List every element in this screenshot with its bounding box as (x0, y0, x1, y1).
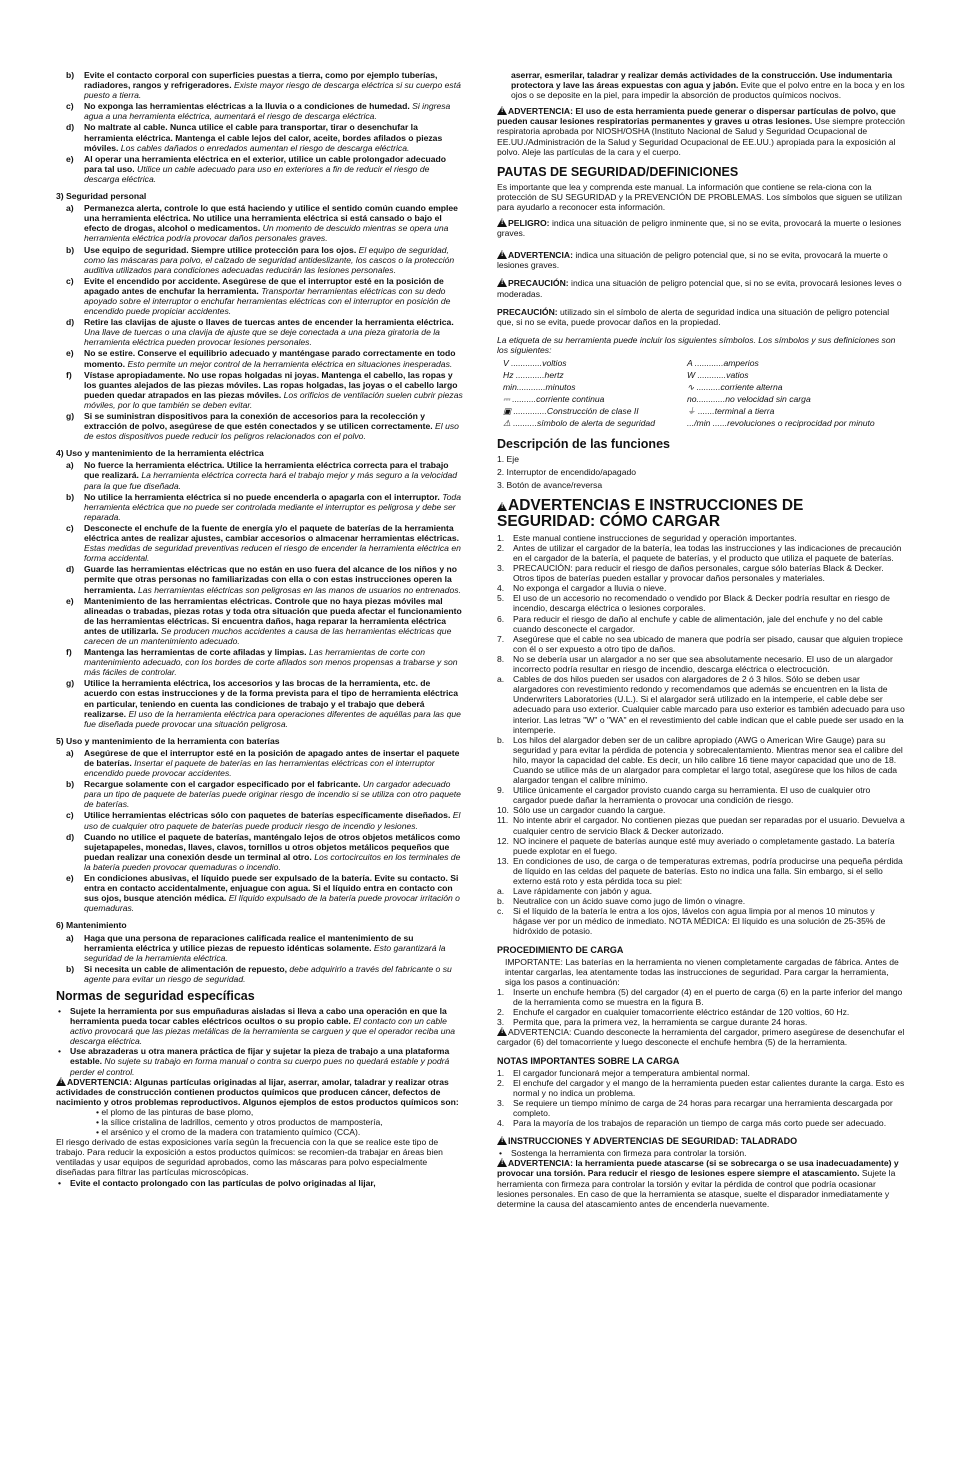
symbol-definition: ⏚ .......terminal a tierra (687, 406, 775, 417)
list-item: c) No exponga las herramientas eléctricas a la lluvia o a condiciones de humedad. Si ingresa agua a una herramienta eléctrica, aumentará el riesgo de descarga eléctrica. (66, 101, 451, 122)
numbered-item: 1. Este manual contiene instrucciones de seguridad y operación importantes. (497, 532, 797, 543)
warning-icon (497, 1136, 508, 1145)
list-item: d) Retire las clavijas de ajuste o llaves de tuercas antes de encender la herramienta eléctrica. Una llave de tuercas o una clavija de ajuste que se deje conectada a una pieza giratoria de la herramienta eléctrica pueden provocar lesiones personales. (66, 317, 454, 348)
numbered-item: 10. Sólo use un cargador cuando la cargue. (497, 805, 666, 816)
numbered-item: 2. Enchufe el cargador en cualquier tomacorriente eléctrico estándar de 120 voltios, 60 Hz. (497, 1007, 850, 1018)
desc-title: Descripción de las funciones (497, 436, 670, 451)
bullet-item: • Use abrazaderas u otra manera práctica de fijar y sujetar la pieza de trabajo a una plataforma estable. No sujete su trabajo en forma manual o contra su cuerpo pues no quedará estable y podrá perder el control. (58, 1046, 450, 1077)
proc-adv: !ADVERTENCIA: Cuando desconecte la herramienta del cargador, primero asegúrese de desenchufar el cargador (6) del tomacorriente y luego desconecte el enchufe hembra (5) de la herramienta. (497, 1027, 905, 1047)
warning-icon (497, 218, 508, 227)
precaucion-def: !PRECAUCIÓN: indica una situación de peligro potencial que, si no se evita, provocará lesiones leves o moderadas. (497, 278, 905, 298)
list-item: b) No utilice la herramienta eléctrica si no puede encenderla o apagarla con el interruptor. Toda herramienta eléctrica que no puede ser controlada mediante el interruptor es peligrosa y debe ser reparada. (66, 491, 461, 522)
chemical-item: • la sílice cristalina de ladrillos, cemento y otros productos de mampostería, (96, 1117, 383, 1127)
numbered-item: 12. NO incinere el paquete de baterías aunque esté muy averiado o completamente gastado. La batería puede explotar en el fuego. (497, 835, 895, 856)
list-item: c) Desconecte el enchufe de la fuente de energía y/o el paquete de baterías de la herramienta eléctrica antes de realizar ajustes, cambiar accesorios o almacenar herramientas eléctricas. Estas medidas de seguridad preventivas reducen el riesgo de encender la herramienta eléctrica en forma accidental. (66, 522, 461, 564)
list-item: d) No maltrate al cable. Nunca utilice el cable para transportar, tirar o desenchufar la herramienta eléctrica. Mantenga el cable lejos del calor, aceite, bordes afilados o piezas móviles. Los cables dañados o enredados aumentan el riesgo de descarga eléctrica. (66, 122, 443, 153)
numbered-item: 7. Asegúrese que el cable no sea ubicado de manera que podría ser pisado, causar que alguien tropiece con él o ser expuesto a otro tipo de daños. (497, 633, 903, 654)
pautas-intro: Es importante que lea y comprenda este manual. La información que contiene se rela-ciona con la protección de SU SEGURIDAD y la PREVENCIÓN DE PROBLEMAS. Los símbolos que siguen se utilizan para ayudarlo a reconocer esta información. (497, 181, 903, 212)
bullet-item: • Sujete la herramienta por sus empuñaduras aisladas si lleva a cabo una operación en que la herramienta pueda tocar cables eléctricos ocultos o su propio cable. El contacto con un cable activo provocará que las piezas metálicas de la herramienta se carguen y que el operador reciba una descarga eléctrica. (58, 1005, 456, 1047)
list-item: a) Permanezca alerta, controle lo que está haciendo y utilice el sentido común cuando emplee una herramienta eléctrica. No utilice una herramienta eléctrica si está cansado o bajo el efecto de drogas, alcohol o medicamentos. Un momento de descuido mientras se opera una herramienta eléctrica podría provocar daños personales graves. (66, 203, 458, 244)
list-item: g) Utilice la herramienta eléctrica, los accesorios y las brocas de la herramienta, etc. de acuerdo con estas instrucciones y de la forma prevista para el tipo de herramienta eléctrica en particular, teniendo en cuenta las condiciones de trabajo y el trabajo que deberá realizarse. El uso de la herramienta eléctrica para operaciones diferentes de aquéllas para las que fue diseñada puede provocar una situación peligrosa. (66, 678, 461, 729)
etiqueta: La etiqueta de su herramienta puede incluir los siguientes símbolos. Los símbolos y sus definiciones son los siguientes: (497, 334, 896, 355)
symbol-definition: V .............voltios (503, 357, 567, 368)
numbered-item: 5. El uso de un accesorio no recomendado o vendido por Black & Decker podría resultar en riesgo de incendio, descarga eléctrica o lesiones corporales. (497, 593, 890, 614)
chemical-item: • el plomo de las pinturas de base plomo, (96, 1106, 254, 1117)
numbered-item: 11. No intente abrir el cargador. No contienen piezas que puedan ser reparadas por el usuario. Devuelva a cualquier centro de servicio Black & Decker autorizado. (497, 815, 905, 836)
list-item: b) Si necesita un cable de alimentación de repuesto, debe adquirirlo a través del fabricante o su agente para evitar un riesgo de seguridad. (66, 963, 452, 984)
continuation: aserrar, esmerilar, taladrar y realizar demás actividades de la construcción. Use indumentaria protectora y lave las áreas expuestas con agua y jabón. Evite que el polvo entre en la boca y en los ojos o se deposite en la piel, para impedir la absorción de productos químicos nocivos. (511, 70, 905, 101)
list-item: b) Evite el contacto corporal con superficies puestas a tierra, como por ejemplo tuberías, radiadores, rangos y refrigeradores. Existe mayor riesgo de descarga eléctrica si su cuerpo está puesto a tierra. (66, 70, 461, 101)
warning-icon (497, 250, 508, 259)
list-item: e) En condiciones abusivas, el líquido puede ser expulsado de la batería. Evite su contacto. Si entra en contacto accidentalmente, enjuague con agua. Si el líquido entra en contacto con sus ojos, busque atención médica. El líquido expulsado de la batería puede provocar irritación o quemaduras. (66, 873, 460, 914)
numbered-item: 1. El cargador funcionará mejor a temperatura ambiental normal. (497, 1067, 750, 1078)
warning-icon (497, 278, 508, 287)
numbered-item: 2. Antes de utilizar el cargador de la batería, lea todas las instrucciones y las indicaciones de precaución en el cargador de la batería, el paquete de baterías, y el producto que utiliza el paquete de baterías. (497, 542, 902, 563)
adv-polvo: !ADVERTENCIA: Algunas partículas originadas al lijar, aserrar, amolar, taladrar y realizar otras actividades de construcción contienen productos químicos que producen cáncer, defectos de nacimiento y otros problemas reproductivos. Algunos ejemplos de estos productos químicos son: (56, 1077, 464, 1107)
list-item: g) Si se suministran dispositivos para la conexión de accesorios para la recolección y extracción de polvo, asegúrese de que estén conectados y se utilicen correctamente. El uso de estos dispositivos puede reducir los peligros relacionados con el polvo. (66, 411, 459, 442)
symbol-definition: W ............vatios (687, 370, 749, 381)
proc-important: IMPORTANTE: Las baterías en la herramienta no vienen completamente cargadas de fábrica. Antes de intentar cargarlas, lea atentamente todas las instrucciones de seguridad. Para cargar la herramienta, siga los pasos a continuación: (505, 956, 899, 987)
list-item: a) Asegúrese de que el interruptor esté en la posición de apagado antes de insertar el paquete de baterías. Insertar el paquete de baterías en las herramientas eléctricas con el interruptor encendido puede provocar accidentes. (66, 747, 460, 779)
symbol-definition: ⎓ ..........corriente continua (503, 394, 605, 405)
symbols-table (503, 358, 879, 431)
list-item: b) Recargue solamente con el cargador especificado por el fabricante. Un cargador adecuado para un tipo de paquete de baterías puede originar riesgo de incendio si se utiliza con otro paquete de baterías. (66, 779, 461, 810)
numbered-item: 3. PRECAUCIÓN: para reducir el riesgo de daños personales, cargue sólo baterías Black & Decker. Otros tipos de baterías pueden estallar y provocar daños personales y materiales. (497, 563, 884, 584)
left-column (56, 70, 464, 1188)
warning-icon (56, 1077, 67, 1086)
numbered-item: b. Los hilos del alargador deben ser de un calibre apropiado (AWG o American Wire Gauge) para su seguridad y para evitar la pérdida de potencia y sobrecalentamiento. Mientras menor sea el calibre del hilo, mayor la capacidad del cable. Es decir, un hilo calibre 16 tiene mayor capacidad que uno de 18. Cuando se utilice más de un alargador para completar el largo total, asegúrese que los hilos de cada alargador tengan el calibre mínimo. (497, 734, 903, 786)
symbol-definition: .../min ......revoluciones o reciprocidad por minuto (687, 418, 875, 429)
numbered-item: 6. Para reducir el riesgo de daño al enchufe y cable de alimentación, jale del enchufe y no del cable cuando desconecte el cargador. (497, 613, 883, 634)
numbered-item: 4. Para la mayoría de los trabajos de reparación un tiempo de carga más corto puede ser adecuado. (497, 1118, 887, 1129)
warning-icon (497, 1027, 508, 1036)
list-item: e) Mantenimiento de las herramientas eléctricas. Controle que no haya piezas móviles mal alineadas o trabadas, piezas rotas y toda otra situación que pueda afectar el funcionamiento de las herramientas eléctricas. Si encuentra daños, haga reparar la herramienta eléctrica antes de utilizarla. Se producen muchos accidentes a causa de las herramientas eléctricas que carecen de un mantenimiento adecuado. (66, 595, 462, 646)
numbered-item: 2. El enchufe del cargador y el mango de la herramienta pueden estar calientes durante la carga. Esto es normal y no indica un problema. (497, 1077, 905, 1098)
list-item: e) No se estire. Conserve el equilibrio adecuado y manténgase parado correctamente en todo momento. Esto permite un mejor control de la herramienta eléctrica en situaciones inesperadas. (66, 348, 456, 369)
warning-icon (497, 502, 508, 511)
normas-title: Normas de seguridad específicas (56, 988, 255, 1003)
right-column (497, 70, 905, 1209)
warning-icon (497, 106, 508, 115)
list-item: f) Mantenga las herramientas de corte afiladas y limpias. Las herramientas de corte con mantenimiento adecuado, con los bordes de corte afilados son menos propensas a trabarse y son más fáciles de controlar. (66, 647, 458, 678)
symbol-definition: no............no velocidad sin carga (687, 394, 811, 405)
precaucion2-def: PRECAUCIÓN: utilizado sin el símbolo de alerta de seguridad indica una situación de peligro potencial que, si no se evita, puede provocar daños en la propiedad. (497, 306, 890, 327)
function-item: 1. Eje (497, 453, 519, 464)
inst-adv: !ADVERTENCIA: la herramienta puede atascarse (si se sobrecarga o se usa inadecuadamente) y provocar una torsión. Para reducir el riesgo de lesiones espere siempre el atascamiento. Sujete la herramienta con firmeza para controlar la torsión y evitar la pérdida de control que podría ocasionar lesiones personales. En caso de que la herramienta se atasque, suelte el disparador inmediatamente y determine la causa del atascamiento antes de encenderla nuevamente. (497, 1158, 905, 1208)
numbered-item: 13. En condiciones de uso, de carga o de temperaturas extremas, podría producirse una pequeña pérdida de líquido en las celdas del paquete de baterías. Esto no indica una falla. Sin embargo, si el sello externo está roto y esta pérdida toca su piel: (497, 855, 903, 886)
symbol-definition: ∿ ..........corriente alterna (687, 382, 783, 393)
list-item: d) Guarde las herramientas eléctricas que no están en uso fuera del alcance de los niños y no permite que otras personas no familiarizadas con ella o con estas instrucciones operen la herramienta. Las herramientas eléctricas son peligrosas en las manos de usuarios no entrenados. (66, 564, 461, 595)
numbered-item: a. Cables de dos hilos pueden ser usados con alargadores de 2 ó 3 hilos. Sólo se deben usar alargadores con revestimiento redondo y recomendamos que además se encuentren en la lista de Underwriters Laboratories (U.L.). Si el alargador será utilizado en la intemperie, el cable debe ser adecuado para uso exterior. Cualquier cable marcado para uso exterior es también adecuado para uso interior. Las letras "W" o "WA" en el revestimiento del cable indican que el cable puede ser usado en la intemperie. (497, 674, 905, 735)
notas-title: NOTAS IMPORTANTES SOBRE LA CARGA (497, 1055, 680, 1066)
numbered-item: a. Lave rápidamente con jabón y agua. (497, 886, 653, 897)
symbol-definition: min............minutos (503, 382, 576, 393)
list-item: a) No fuerce la herramienta eléctrica. Utilice la herramienta eléctrica correcta para el trabajo que realizará. La herramienta eléctrica correcta hará el trabajo mejor y más seguro a la velocidad para la que fue diseñada. (66, 460, 458, 491)
list-item: d) Cuando no utilice el paquete de baterías, manténgalo lejos de otros objetos metálicos como sujetapapeles, monedas, llaves, clavos, tornillos u otros objetos metálicos pequeños que puedan realizar una conexión desde un terminal al otro. Los cortocircuitos en los terminales de la batería pueden provocar quemaduras o incendio. (66, 831, 461, 872)
list-item: f) Vístase apropiadamente. No use ropas holgadas ni joyas. Mantenga el cabello, las ropas y los guantes alejados de las piezas móviles. Las ropas holgadas, las joyas o el cabello largo pueden quedar atrapados en las piezas móviles. Los orificios de ventilación suelen cubrir piezas móviles, por lo que también se deben evitar. (66, 369, 463, 410)
inst-title: !INSTRUCCIONES Y ADVERTENCIAS DE SEGURIDAD: TALADRADO (497, 1136, 905, 1146)
numbered-item: 8. No se debería usar un alargador a no ser que sea absolutamente necesario. El uso de un alargador incorrecto podría resultar en riesgo de incendio, descarga eléctrica o electrocución. (497, 653, 893, 675)
proc-title: PROCEDIMIENTO DE CARGA (497, 944, 624, 955)
section-3-title: 3) Seguridad personal (56, 191, 147, 202)
symbol-definition: ▣ ..............Construcción de clase II (503, 406, 639, 417)
symbol-definition: ⚠ ..........símbolo de alerta de seguridad (503, 418, 655, 429)
inst-bullet: • Sostenga la herramienta con firmeza para controlar la torsión. (499, 1148, 747, 1159)
list-item: a) Haga que una persona de reparaciones calificada realice el mantenimiento de su herramienta eléctrica y utilice piezas de repuesto idénticas solamente. Esto garantizará la seguridad de la herramienta eléctrica. (66, 932, 446, 963)
last-bullet: • Evite el contacto prolongado con las partículas de polvo originadas al lijar, (58, 1177, 376, 1188)
list-item: c) Utilice herramientas eléctricas sólo con paquetes de baterías específicamente diseñados. El uso de cualquier otro paquete de baterías puede producir riesgo de incendio y lesiones. (66, 810, 461, 831)
section-5-title: 5) Uso y mantenimiento de la herramienta con baterías (56, 735, 280, 746)
riesgo-paragraph: El riesgo derivado de estas exposiciones varía según la frecuencia con la que se realice este tipo de trabajo. Para reducir la exposición a estos productos químicos: se recomien-da trabajar en áreas bien ventiladas y usar equipos de seguridad aprobados, como las máscaras para polvo especialmente diseñadas para filtrar las partículas microscópicas. (56, 1137, 443, 1178)
list-item: e) Al operar una herramienta eléctrica en el exterior, utilice un cable prolongador adecuado para tal uso. Utilice un cable adecuado para uso en exteriores a fin de reducir el riesgo de descarga eléctrica. (66, 153, 447, 184)
numbered-item: 4. No exponga el cargador a lluvia o nieve. (497, 583, 667, 594)
list-item: b) Use equipo de seguridad. Siempre utilice protección para los ojos. El equipo de seguridad, como las máscaras para polvo, el calzado de seguridad antideslizante, los cascos o la protección auditiva utilizados para condiciones adecuadas reducirán las lesiones personales. (66, 244, 455, 275)
numbered-item: c. Si el líquido de la batería le entra a los ojos, lávelos con agua limpia por al menos 10 minutos y hágase ver por un médico de inmediato. NOTA MÉDICA: El líquido es una solución de 25-35% de hidróxido de potasio. (497, 906, 886, 937)
chemical-item: • el arsénico y el cromo de la madera con tratamiento químico (CCA). (96, 1127, 361, 1138)
adv-main-title: !ADVERTENCIAS E INSTRUCCIONES DE SEGURIDAD: CÓMO CARGAR (497, 498, 905, 530)
numbered-item: 3. Se requiere un tiempo mínimo de carga de 24 horas para recargar una herramienta descargada por completo. (497, 1097, 893, 1118)
symbol-definition: A ............amperios (687, 357, 759, 368)
adv2: !ADVERTENCIA: El uso de esta herramienta puede generar o dispersar partículas de polvo, que pueden causar lesiones respiratorias permanentes y graves u otras lesiones. Use siempre protección respiratoria aprobada por NIOSH/OSHA (Instituto Nacional de Salud y Seguridad Ocupacional de EE.UU./Administración de la Salud y Seguridad Ocupacional de EE.UU.) apropiada para la exposición al polvo. Aleje las partículas de la cara y el cuerpo. (497, 106, 905, 156)
section-6-title: 6) Mantenimiento (56, 920, 127, 931)
numbered-item: 1. Inserte un enchufe hembra (5) del cargador (4) en el puerto de carga (6) en la parte inferior del mango de la herramienta como se muestra en la figura B. (497, 986, 903, 1008)
warning-icon (497, 1158, 508, 1167)
list-item: c) Evite el encendido por accidente. Asegúrese de que el interruptor esté en la posición de apagado antes de enchufar la herramienta. Transportar herramientas eléctricas con su dedo apoyado sobre el interruptor o enchufar herramientas eléctricas con el interruptor en posición de encendido puede propiciar accidentes. (66, 275, 451, 317)
numbered-item: 9. Utilice únicamente el cargador provisto cuando carga su herramienta. El uso de cualquier otro cargador puede dañar la herramienta o provocar una condición de riesgo. (497, 785, 871, 806)
numbered-item: 3. Permita que, para la primera vez, la herramienta se cargue durante 24 horas. (497, 1017, 808, 1028)
section-4-title: 4) Uso y mantenimiento de la herramienta eléctrica (56, 448, 264, 459)
peligro: !PELIGRO: indica una situación de peligro inminente que, si no se evita, provocará la muerte o lesiones graves. (497, 218, 905, 238)
function-item: 2. Interruptor de encendido/apagado (497, 466, 637, 477)
advertencia-def: !ADVERTENCIA: indica una situación de peligro potencial que, si no se evita, provocará la muerte o lesiones graves. (497, 250, 905, 270)
pautas-title: PAUTAS DE SEGURIDAD/DEFINICIONES (497, 164, 739, 179)
function-item: 3. Botón de avance/reversa (497, 479, 603, 490)
numbered-item: b. Neutralice con un ácido suave como jugo de limón o vinagre. (497, 896, 746, 907)
symbol-definition: Hz ............hertz (503, 370, 564, 381)
